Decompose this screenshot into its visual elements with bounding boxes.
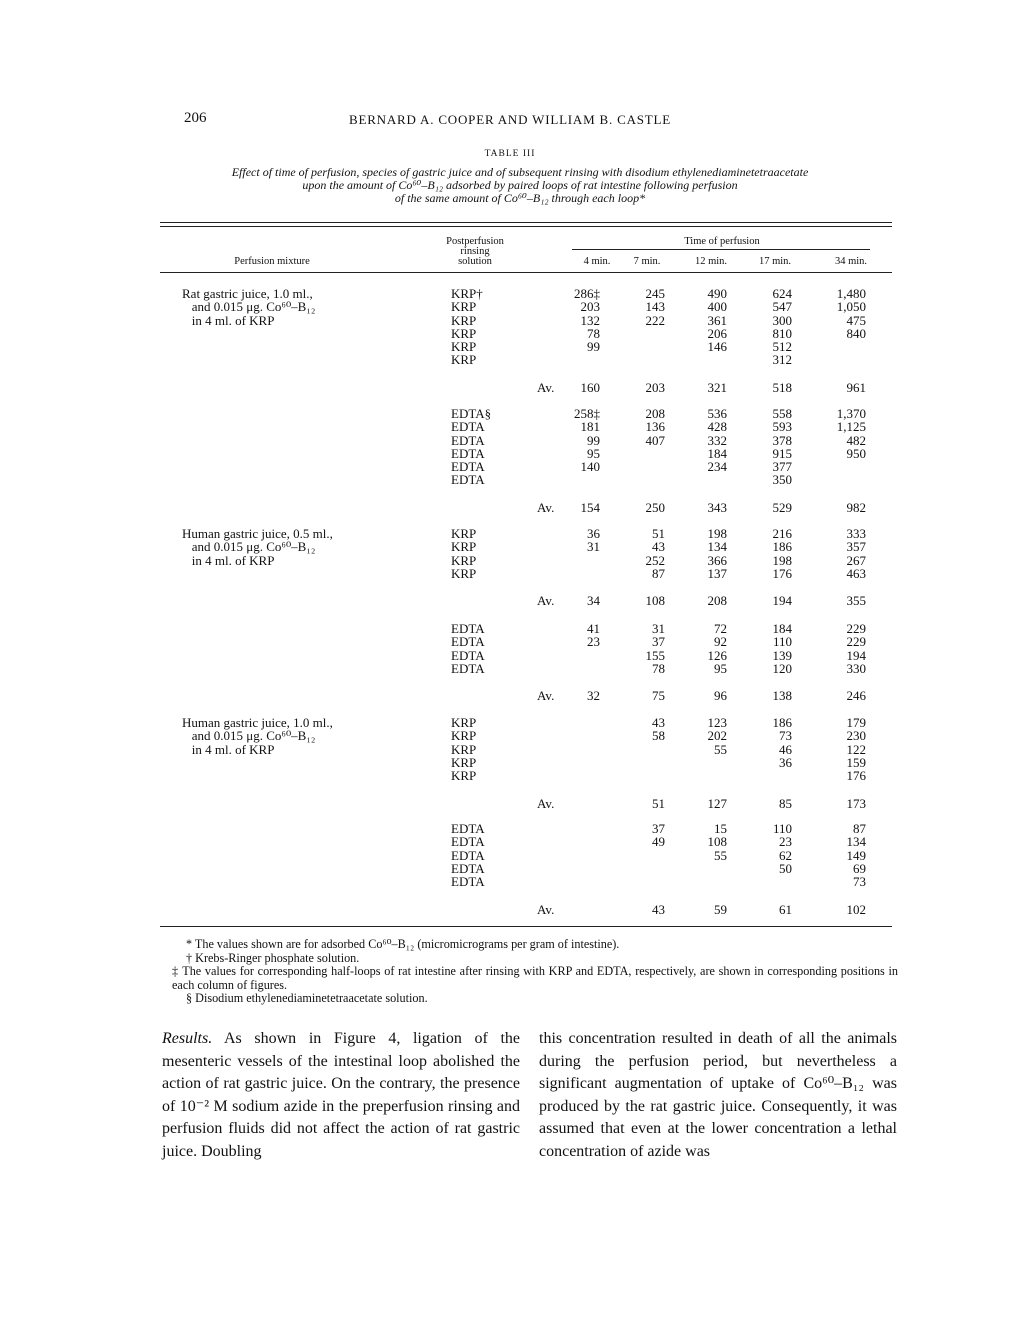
average-label: Av. (537, 795, 555, 811)
table-top-rule (160, 222, 892, 223)
value-cell-t34: 179 230 122 159 176 (846, 715, 866, 784)
perfusion-mixture-cell: Rat gastric juice, 1.0 ml., and 0.015 μg. Co⁶⁰–B₁₂ in 4 ml. of KRP (182, 286, 316, 328)
table-label: TABLE III (484, 149, 536, 159)
average-row (0, 501, 1020, 515)
value-cell-t12: 15 108 55 (707, 821, 727, 863)
body-left-text: As shown in Figure 4, ligation of the mesenteric vessels of the intestinal loop abolished the action of rat gastric juice. On the contrary, the presence of 10⁻² M sodium azide in the preperfusion rinsing and perfusion fluids did not affect the action of rat gastric juice. Doubling (162, 1030, 520, 1160)
value-cell-t4: 258‡ 181 99 95 140 (574, 406, 600, 475)
header-time-rule (572, 249, 870, 250)
value-cell-t12: 198 134 366 137 (707, 526, 727, 581)
average-row (0, 594, 1020, 608)
value-cell-t4: 36 31 (587, 526, 600, 555)
value-cell-t7: 31 37 155 78 (645, 621, 665, 676)
average-value: 51 (652, 795, 665, 811)
average-label: Av. (537, 593, 555, 609)
body-column-right: this concentration resulted in death of all the animals during the perfusion period, but nevertheless a significant augmentation of uptake of Co⁶⁰–B₁₂ was produced by the rat gastric juice. Consequently, it was assumed that even at the lower concentration a lethal concentration of azide was (539, 1030, 897, 1160)
footnote-section: § Disodium ethylenediaminetetraacetate solution. (186, 991, 428, 1005)
average-value: 529 (772, 499, 792, 515)
table-group (0, 287, 1020, 407)
value-cell-t4: 286‡ 203 132 78 99 (574, 286, 600, 355)
header-time-4: 34 min. (834, 256, 868, 267)
value-cell-t17: 558 593 378 915 377 350 (772, 406, 792, 488)
average-label: Av. (537, 688, 555, 704)
value-cell-t7: 245 143 222 (645, 286, 665, 328)
average-value: 246 (846, 688, 866, 704)
average-value: 250 (645, 499, 665, 515)
average-value: 96 (714, 688, 727, 704)
average-label: Av. (537, 379, 555, 395)
average-row (0, 689, 1020, 703)
value-cell-t34: 229 229 194 330 (846, 621, 866, 676)
value-cell-t7: 37 49 (652, 821, 665, 850)
average-value: 355 (846, 593, 866, 609)
average-value: 59 (714, 901, 727, 917)
average-row (0, 903, 1020, 917)
value-cell-t17: 110 23 62 50 (772, 821, 792, 876)
table-bottom-rule (160, 926, 892, 927)
rinsing-solution-cell: EDTA EDTA EDTA EDTA (451, 621, 485, 676)
footnote-ddagger: ‡ The values for corresponding half-loops of rat intestine after rinsing with KRP and EDTA, respectively, are shown in corresponding positions in each column of figures. (172, 964, 898, 992)
average-row (0, 381, 1020, 395)
rinsing-solution-cell: EDTA§ EDTA EDTA EDTA EDTA EDTA (451, 406, 492, 488)
caption-line-2: upon the amount of Co⁶⁰–B₁₂ adsorbed by paired loops of rat intestine following perfusion (302, 178, 738, 193)
average-value: 961 (846, 379, 866, 395)
average-value: 194 (772, 593, 792, 609)
header-time-0: 4 min. (583, 256, 611, 267)
header-rinsing-solution: Postperfusion rinsing solution (446, 236, 504, 267)
results-heading: Results. (162, 1030, 213, 1047)
value-cell-t34: 1,480 1,050 475 840 (836, 286, 866, 341)
average-label: Av. (537, 901, 555, 917)
average-value: 102 (846, 901, 866, 917)
perfusion-mixture-cell: Human gastric juice, 0.5 ml., and 0.015 μg. Co⁶⁰–B₁₂ in 4 ml. of KRP (182, 526, 333, 568)
body-column-left (162, 1028, 520, 1163)
value-cell-t34: 333 357 267 463 (846, 526, 866, 581)
footnote-dagger: † Krebs-Ringer phosphate solution. (186, 950, 360, 965)
table-group (0, 716, 1020, 822)
average-row (0, 797, 1020, 811)
value-cell-t12: 536 428 332 184 234 (707, 406, 727, 475)
value-cell-t12: 72 92 126 95 (707, 621, 727, 676)
footnotes (172, 937, 898, 1006)
table-group (0, 407, 1020, 527)
rinsing-solution-cell: KRP KRP KRP KRP KRP (451, 715, 477, 784)
perfusion-mixture-cell: Human gastric juice, 1.0 ml., and 0.015 μg. Co⁶⁰–B₁₂ in 4 ml. of KRP (182, 715, 333, 757)
average-value: 127 (707, 795, 727, 811)
value-cell-t17: 624 547 300 810 512 312 (772, 286, 792, 368)
average-value: 32 (587, 688, 600, 704)
value-cell-t12: 123 202 55 (707, 715, 727, 757)
table-top-rule-2 (160, 226, 892, 227)
average-value: 203 (645, 379, 665, 395)
average-value: 208 (707, 593, 727, 609)
header-time-3: 17 min. (758, 256, 792, 267)
rinsing-solution-cell: KRP KRP KRP KRP (451, 526, 477, 581)
average-value: 982 (846, 499, 866, 515)
average-value: 343 (707, 499, 727, 515)
caption-line-3: of the same amount of Co⁶⁰–B₁₂ through each loop* (394, 191, 646, 206)
table-body (0, 286, 1020, 917)
value-cell-t4: 41 23 (587, 621, 600, 650)
value-cell-t34: 1,370 1,125 482 950 (836, 406, 866, 461)
header-time-2: 12 min. (694, 256, 728, 267)
header-time-of-perfusion: Time of perfusion (684, 236, 760, 247)
table-group (0, 622, 1020, 716)
header-time-1: 7 min. (633, 256, 661, 267)
average-value: 173 (846, 795, 866, 811)
value-cell-t17: 216 186 198 176 (772, 526, 792, 581)
value-cell-t17: 186 73 46 36 (772, 715, 792, 770)
average-value: 160 (580, 379, 600, 395)
average-value: 85 (779, 795, 792, 811)
value-cell-t34: 87 134 149 69 73 (846, 821, 866, 890)
average-value: 108 (645, 593, 665, 609)
average-value: 138 (772, 688, 792, 704)
caption-line-1: Effect of time of perfusion, species of gastric juice and of subsequent rinsing with disodium ethylenediaminetetraacetate (231, 165, 809, 179)
header-perfusion-mixture: Perfusion mixture (234, 256, 310, 267)
rinsing-solution-cell: KRP† KRP KRP KRP KRP KRP (451, 286, 483, 368)
value-cell-t17: 184 110 139 120 (772, 621, 792, 676)
rinsing-solution-cell: EDTA EDTA EDTA EDTA EDTA (451, 821, 485, 890)
table-caption (160, 166, 880, 206)
average-value: 75 (652, 688, 665, 704)
running-head: BERNARD A. COOPER AND WILLIAM B. CASTLE (348, 112, 672, 127)
value-cell-t12: 490 400 361 206 146 (707, 286, 727, 355)
page-number: 206 (184, 110, 207, 126)
average-value: 518 (772, 379, 792, 395)
value-cell-t7: 43 58 (652, 715, 665, 744)
footnote-star: * The values shown are for adsorbed Co⁶⁰–B₁₂ (micromicrograms per gram of intestine). (186, 937, 620, 951)
average-value: 34 (587, 593, 600, 609)
value-cell-t7: 51 43 252 87 (645, 526, 665, 581)
header-bottom-rule (160, 272, 892, 273)
average-value: 43 (652, 901, 665, 917)
average-value: 61 (779, 901, 792, 917)
average-value: 321 (707, 379, 727, 395)
value-cell-t7: 208 136 407 (645, 406, 665, 448)
table-group (0, 527, 1020, 622)
average-label: Av. (537, 499, 555, 515)
average-value: 154 (580, 499, 600, 515)
